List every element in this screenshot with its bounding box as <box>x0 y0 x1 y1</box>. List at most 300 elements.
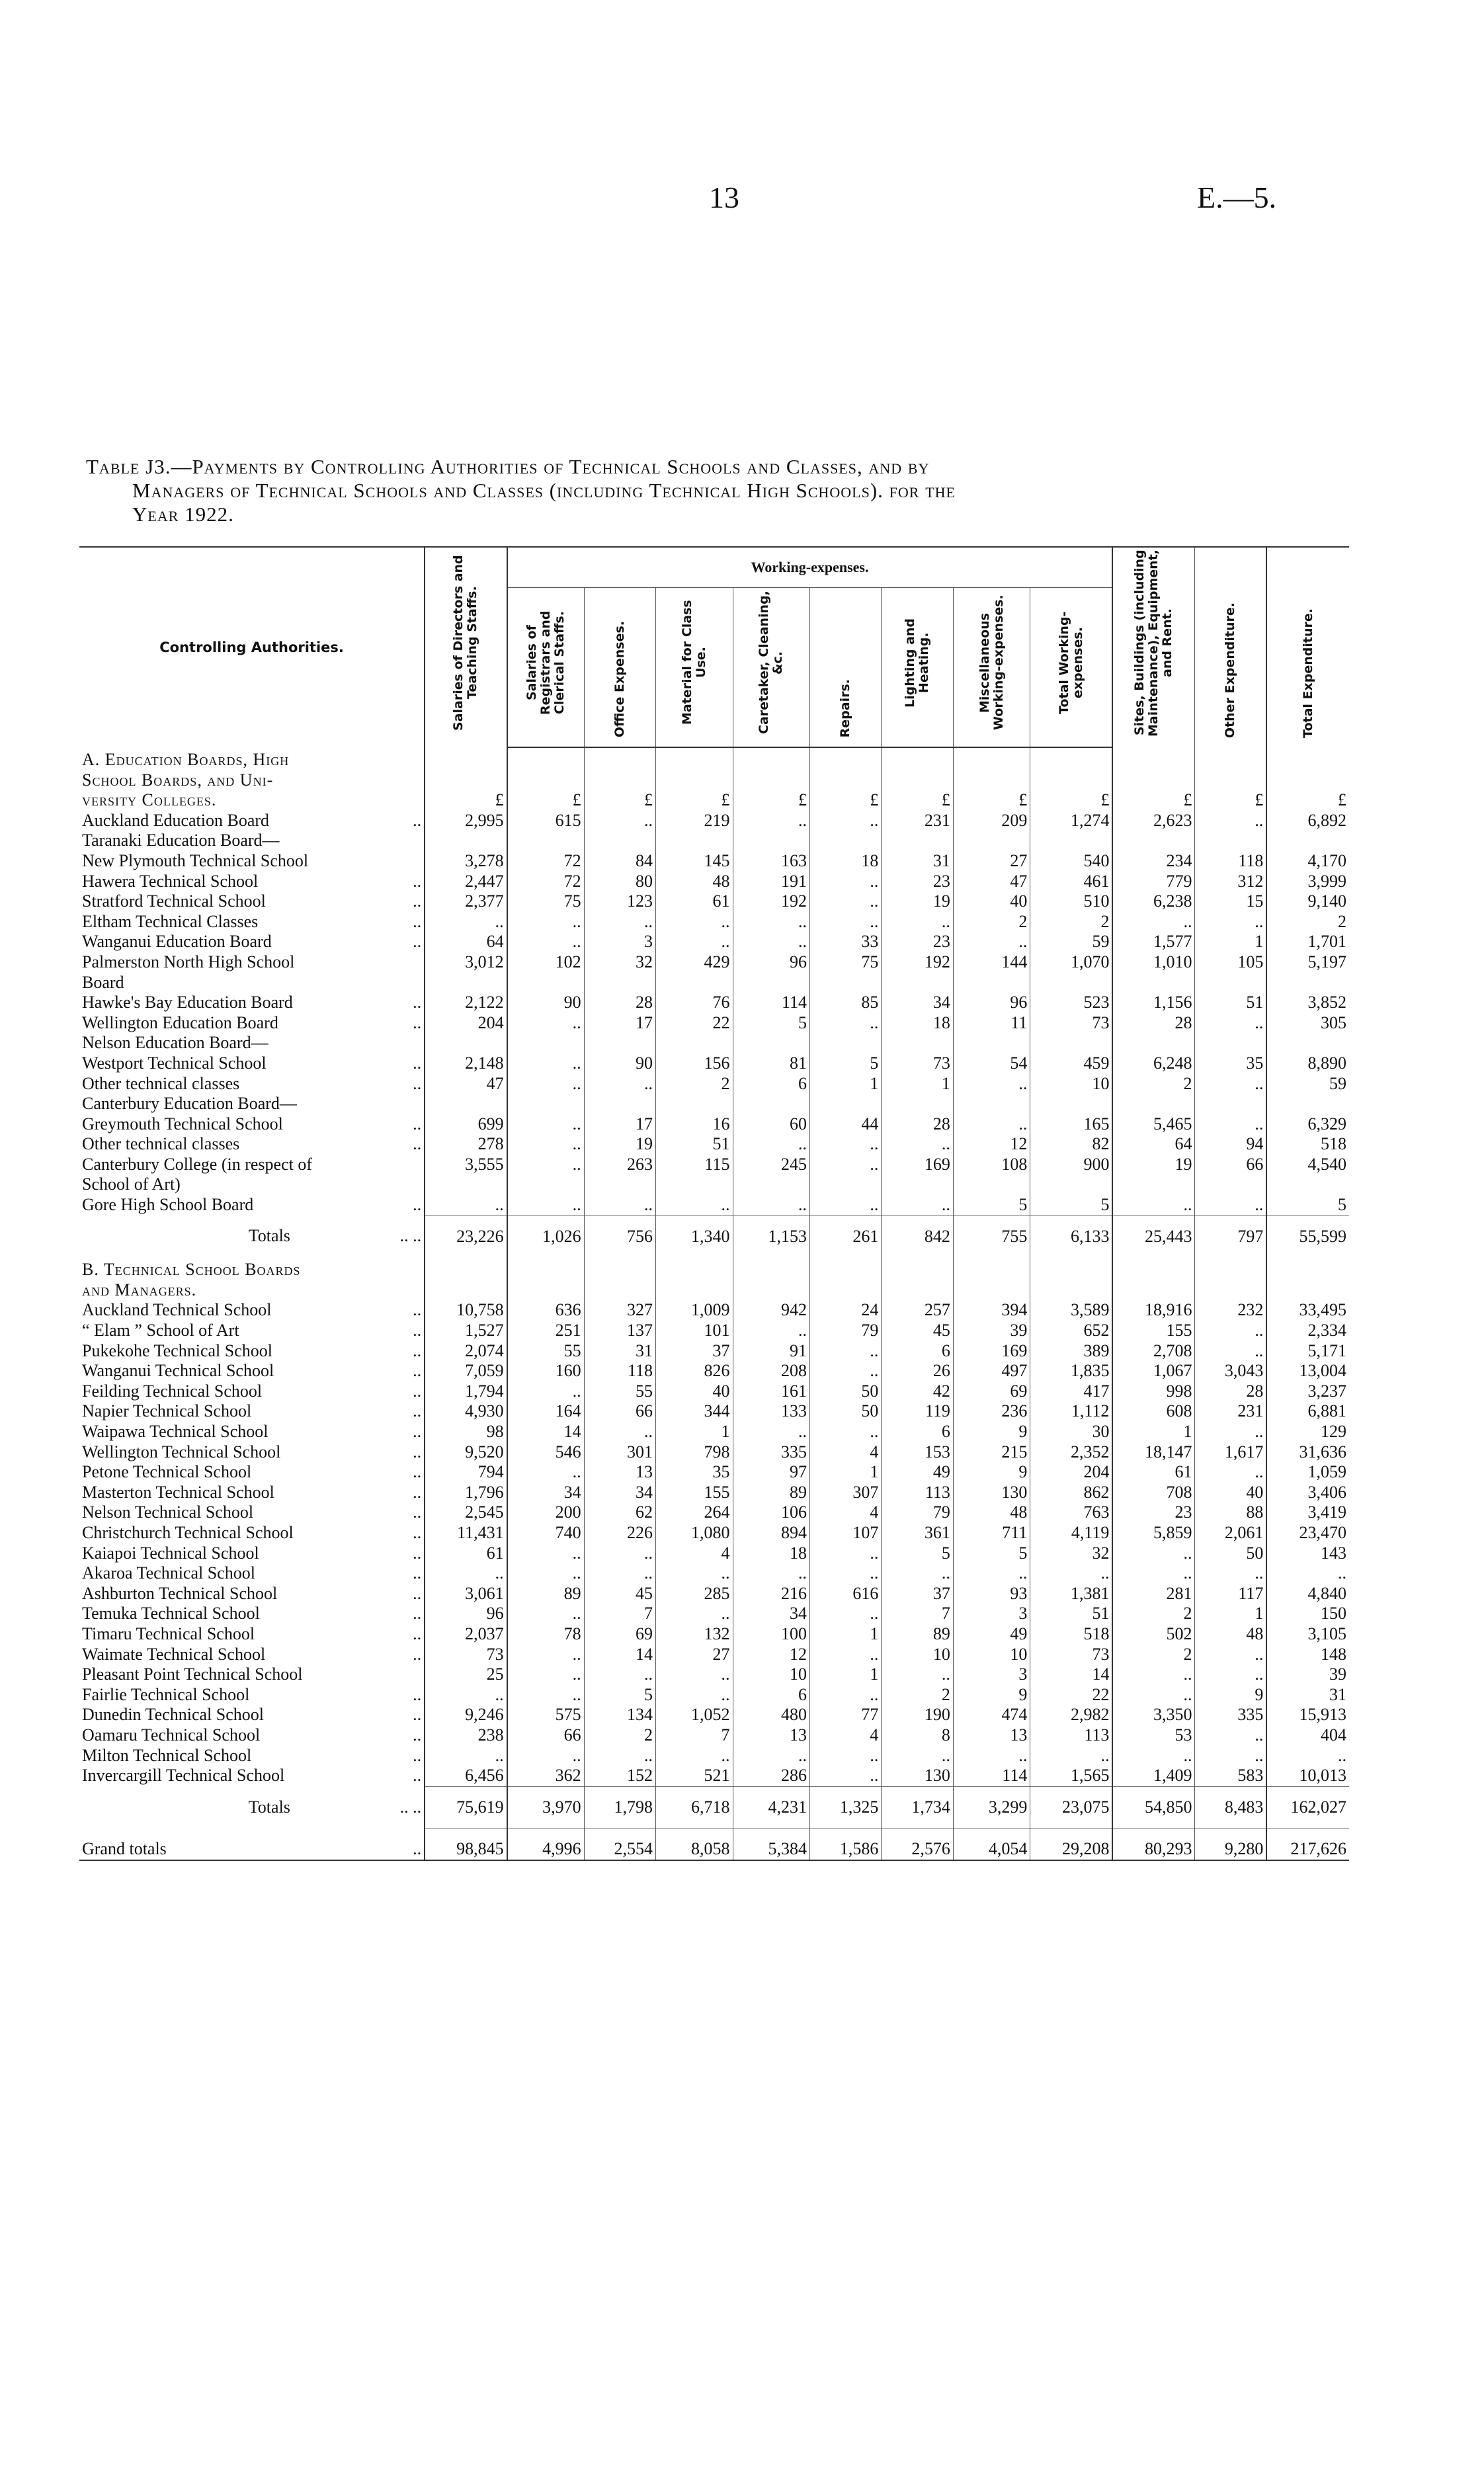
table-title-line2: Managers of Technical Schools and Classes (including Technical High Schools). for the <box>132 479 956 502</box>
table-cell: 5,859 <box>1112 1523 1195 1543</box>
table-row <box>79 1746 1349 1766</box>
table-cell: .. <box>882 1563 953 1584</box>
table-cell: 3,278 <box>425 851 507 872</box>
table-cell: 37 <box>882 1584 953 1604</box>
table-cell: 3,237 <box>1266 1381 1349 1402</box>
leader-dots: .. <box>413 1134 422 1154</box>
table-cell: 1,156 <box>1112 993 1195 1013</box>
working-expenses-group-header: Working-expenses. <box>507 547 1113 588</box>
table-row <box>79 811 1349 831</box>
table-cell: .. <box>584 1074 655 1094</box>
table-cell: .. <box>584 1422 655 1442</box>
row-label <box>79 1483 425 1503</box>
table-cell: 96 <box>425 1604 507 1624</box>
table-cell: £ <box>1112 790 1195 811</box>
table-cell: 497 <box>953 1361 1030 1381</box>
table-cell: 2,554 <box>584 1829 655 1860</box>
row-label <box>79 1013 425 1034</box>
row-label <box>79 1422 425 1442</box>
leader-dots: .. <box>413 891 422 911</box>
table-cell: 1 <box>809 1462 881 1483</box>
table-cell: 37 <box>656 1341 733 1362</box>
table-cell: .. <box>584 1543 655 1564</box>
table-cell: .. <box>809 891 881 912</box>
table-cell: 144 <box>953 952 1030 973</box>
row-label <box>79 1074 425 1094</box>
table-row <box>79 1422 1349 1442</box>
row-label-text: Timaru Technical School <box>82 1624 255 1643</box>
table-cell: 575 <box>507 1705 584 1725</box>
leader-dots: .. <box>413 1543 422 1563</box>
table-cell: 1,026 <box>507 1215 584 1257</box>
table-cell: 169 <box>953 1341 1030 1362</box>
row-label-text: Hawke's Bay Education Board <box>82 993 293 1012</box>
row-label <box>79 1604 425 1624</box>
table-cell: 6 <box>882 1422 953 1442</box>
table-cell: £ <box>953 790 1030 811</box>
table-cell: 27 <box>656 1645 733 1665</box>
table-cell: 263 <box>584 1155 655 1175</box>
table-cell: 3 <box>584 932 655 952</box>
table-cell: 33,495 <box>1266 1300 1349 1321</box>
table-cell: 106 <box>733 1502 809 1523</box>
table-cell <box>1030 831 1113 851</box>
table-cell <box>1112 747 1195 770</box>
table-cell: .. <box>809 1341 881 1362</box>
table-cell: 34 <box>584 1483 655 1503</box>
table-cell: 217,626 <box>1266 1829 1349 1860</box>
table-cell: .. <box>507 1381 584 1402</box>
table-cell: 163 <box>733 851 809 872</box>
table-cell: 89 <box>733 1483 809 1503</box>
table-cell: 3,043 <box>1195 1361 1266 1381</box>
totals-row <box>79 1215 1349 1257</box>
col-header-salaries-teaching: Salaries of Directors and Teaching Staffs. <box>425 547 507 747</box>
table-cell: 362 <box>507 1766 584 1786</box>
table-cell: 5 <box>584 1685 655 1706</box>
table-cell: 204 <box>1030 1462 1113 1483</box>
table-cell: 130 <box>882 1766 953 1786</box>
table-cell <box>1195 973 1266 993</box>
table-cell: 755 <box>953 1215 1030 1257</box>
table-cell: 4,054 <box>953 1829 1030 1860</box>
row-label-text: Wellington Education Board <box>82 1012 278 1032</box>
table-cell: 3,299 <box>953 1786 1030 1829</box>
table-cell: 53 <box>1112 1725 1195 1746</box>
table-cell: 75 <box>809 952 881 973</box>
table-cell: 4 <box>809 1442 881 1463</box>
table-cell <box>733 1174 809 1195</box>
table-cell: 34 <box>733 1604 809 1624</box>
table-cell: 33 <box>809 932 881 952</box>
table-cell: 9,140 <box>1266 891 1349 912</box>
row-label <box>79 851 425 872</box>
row-label <box>79 1195 425 1215</box>
table-cell: 1,153 <box>733 1215 809 1257</box>
table-cell: .. <box>809 1766 881 1786</box>
table-cell: 192 <box>882 952 953 973</box>
table-cell: 26 <box>882 1361 953 1381</box>
table-cell: 1,617 <box>1195 1442 1266 1463</box>
col-header-other-expenditure: Other Expenditure. <box>1195 547 1266 747</box>
table-cell <box>953 1094 1030 1114</box>
table-cell: 307 <box>809 1483 881 1503</box>
table-cell: 251 <box>507 1321 584 1341</box>
table-row <box>79 1604 1349 1624</box>
table-cell: 327 <box>584 1300 655 1321</box>
leader-dots: .. <box>413 1462 422 1482</box>
table-cell: 85 <box>809 993 881 1013</box>
table-cell <box>1266 1280 1349 1301</box>
table-cell: 583 <box>1195 1766 1266 1786</box>
table-cell: 80 <box>584 872 655 892</box>
table-cell: .. <box>1112 1543 1195 1564</box>
table-cell: 636 <box>507 1300 584 1321</box>
table-cell: 64 <box>425 932 507 952</box>
table-cell <box>656 1033 733 1053</box>
table-row <box>79 891 1349 912</box>
table-cell <box>425 1257 507 1280</box>
table-row <box>79 1502 1349 1523</box>
table-cell: 107 <box>809 1523 881 1543</box>
table-cell <box>882 747 953 770</box>
row-label-text: Christchurch Technical School <box>82 1522 294 1542</box>
table-cell: £ <box>882 790 953 811</box>
table-cell: 75,619 <box>425 1786 507 1829</box>
table-cell: .. <box>507 1195 584 1215</box>
row-label <box>79 1645 425 1665</box>
table-cell <box>1266 1174 1349 1195</box>
table-cell: 2 <box>656 1074 733 1094</box>
table-row <box>79 1381 1349 1402</box>
table-cell: 3,061 <box>425 1584 507 1604</box>
table-cell: 4,170 <box>1266 851 1349 872</box>
row-label <box>79 1381 425 1402</box>
leader-dots: .. <box>413 1839 422 1859</box>
leader-dots: .. <box>413 1442 422 1461</box>
table-cell: 25,443 <box>1112 1215 1195 1257</box>
table-row <box>79 1300 1349 1321</box>
table-cell <box>953 1033 1030 1053</box>
table-cell: 19 <box>1112 1155 1195 1175</box>
table-cell: 9,246 <box>425 1705 507 1725</box>
table-cell: .. <box>882 1195 953 1215</box>
table-cell: .. <box>1112 1746 1195 1766</box>
table-cell: 756 <box>584 1215 655 1257</box>
table-cell: .. <box>1266 1563 1349 1584</box>
table-cell <box>425 1094 507 1114</box>
table-cell <box>1195 1280 1266 1301</box>
table-cell: 510 <box>1030 891 1113 912</box>
table-cell <box>882 1094 953 1114</box>
table-cell: .. <box>507 1604 584 1624</box>
table-cell: 118 <box>1195 851 1266 872</box>
table-cell: 69 <box>953 1381 1030 1402</box>
table-cell: .. <box>733 1422 809 1442</box>
row-label <box>79 1094 425 1114</box>
table-cell: 55 <box>507 1341 584 1362</box>
row-label <box>79 1442 425 1463</box>
table-cell: .. <box>1195 1462 1266 1483</box>
table-cell <box>733 973 809 993</box>
table-cell: 81 <box>733 1053 809 1074</box>
table-cell: 98,845 <box>425 1829 507 1860</box>
table-cell: .. <box>507 1746 584 1766</box>
table-cell: 3,406 <box>1266 1483 1349 1503</box>
table-cell: 3,999 <box>1266 872 1349 892</box>
leader-dots: .. <box>413 1482 422 1502</box>
table-cell: 169 <box>882 1155 953 1175</box>
table-cell: .. <box>1195 811 1266 831</box>
table-cell <box>425 973 507 993</box>
table-cell: 22 <box>1030 1685 1113 1706</box>
leader-dots: .. <box>413 993 422 1012</box>
table-cell: 1 <box>809 1624 881 1645</box>
table-cell <box>1112 1174 1195 1195</box>
table-cell: 79 <box>882 1502 953 1523</box>
table-cell: .. <box>809 1134 881 1155</box>
table-cell: 6 <box>882 1341 953 1362</box>
table-cell: 1,835 <box>1030 1361 1113 1381</box>
table-cell: 15 <box>1195 891 1266 912</box>
row-label <box>79 1114 425 1135</box>
table-cell: £ <box>733 790 809 811</box>
table-cell <box>656 1174 733 1195</box>
table-row <box>79 1074 1349 1094</box>
table-cell: .. <box>507 1074 584 1094</box>
table-cell: 10 <box>882 1645 953 1665</box>
table-cell <box>656 1094 733 1114</box>
table-cell: 44 <box>809 1114 881 1135</box>
table-cell: .. <box>507 1134 584 1155</box>
table-cell: 18 <box>733 1543 809 1564</box>
table-cell <box>584 1094 655 1114</box>
table-cell: 1,070 <box>1030 952 1113 973</box>
table-cell: 143 <box>1266 1543 1349 1564</box>
table-cell <box>1195 747 1266 770</box>
table-cell: 54 <box>953 1053 1030 1074</box>
table-cell: 119 <box>882 1401 953 1422</box>
row-label-text: Westport Technical School <box>82 1053 267 1073</box>
row-label <box>79 1786 425 1829</box>
table-cell: 257 <box>882 1300 953 1321</box>
table-cell <box>1195 1094 1266 1114</box>
table-cell: £ <box>809 790 881 811</box>
table-cell: .. <box>809 1195 881 1215</box>
table-cell <box>425 1033 507 1053</box>
table-cell: 5 <box>953 1195 1030 1215</box>
row-label-text: and Managers. <box>82 1280 197 1299</box>
table-cell: .. <box>507 1462 584 1483</box>
table-cell: 3,589 <box>1030 1300 1113 1321</box>
row-label <box>79 1033 425 1053</box>
table-cell: 24 <box>809 1300 881 1321</box>
table-cell: .. <box>882 1746 953 1766</box>
row-label-text: Palmerston North High School <box>82 952 295 971</box>
row-label <box>79 973 425 993</box>
table-row <box>79 1033 1349 1053</box>
table-cell: 2 <box>1266 912 1349 932</box>
table-cell: .. <box>656 1685 733 1706</box>
table-cell: 6 <box>733 1074 809 1094</box>
table-cell <box>1266 831 1349 851</box>
table-cell: 49 <box>953 1624 1030 1645</box>
table-cell: 69 <box>584 1624 655 1645</box>
table-cell: .. <box>809 1422 881 1442</box>
row-label-text: Board <box>82 972 124 992</box>
leader-dots: .. <box>413 1300 422 1320</box>
table-cell <box>809 1257 881 1280</box>
table-cell: 1,274 <box>1030 811 1113 831</box>
row-label <box>79 1341 425 1362</box>
table-row <box>79 932 1349 952</box>
table-cell: 13,004 <box>1266 1361 1349 1381</box>
table-cell: 6,718 <box>656 1786 733 1829</box>
table-cell: .. <box>1266 1746 1349 1766</box>
table-cell: 2 <box>1112 1074 1195 1094</box>
table-cell: 55,599 <box>1266 1215 1349 1257</box>
row-label <box>79 1361 425 1381</box>
table-cell: 10 <box>1030 1074 1113 1094</box>
table-cell <box>1266 1033 1349 1053</box>
table-cell: 48 <box>953 1502 1030 1523</box>
table-cell: 164 <box>507 1401 584 1422</box>
table-cell: .. <box>733 1746 809 1766</box>
table-cell: 14 <box>584 1645 655 1665</box>
table-row <box>79 1462 1349 1483</box>
table-cell: 28 <box>584 993 655 1013</box>
table-cell: .. <box>953 1114 1030 1135</box>
table-cell: .. <box>1112 912 1195 932</box>
row-label-text: Taranaki Education Board— <box>82 831 280 850</box>
table-cell: 3,852 <box>1266 993 1349 1013</box>
table-cell <box>733 747 809 770</box>
col-header-total-expenditure: Total Expenditure. <box>1266 547 1349 747</box>
grand-totals-row <box>79 1829 1349 1860</box>
page-number: 13 <box>709 181 739 214</box>
table-cell: 1,794 <box>425 1381 507 1402</box>
table-cell: 25 <box>425 1665 507 1685</box>
table-cell: 1 <box>882 1074 953 1094</box>
table-cell <box>733 1257 809 1280</box>
table-cell: 50 <box>1195 1543 1266 1564</box>
table-cell: 153 <box>882 1442 953 1463</box>
table-cell: 48 <box>656 872 733 892</box>
table-cell: .. <box>1195 1321 1266 1341</box>
table-cell: 1,080 <box>656 1523 733 1543</box>
row-label <box>79 1665 425 1685</box>
table-cell: 1,527 <box>425 1321 507 1341</box>
table-cell: .. <box>733 1321 809 1341</box>
row-label <box>79 1685 425 1706</box>
table-cell <box>584 770 655 791</box>
col-header-repairs: Repairs. <box>809 588 881 748</box>
table-cell: 18 <box>882 1013 953 1034</box>
row-label <box>79 1563 425 1584</box>
table-cell: .. <box>1195 1563 1266 1584</box>
table-cell: 132 <box>656 1624 733 1645</box>
table-cell: 31 <box>584 1341 655 1362</box>
table-cell: 1 <box>1112 1422 1195 1442</box>
table-cell: £ <box>425 790 507 811</box>
table-cell: 1,112 <box>1030 1401 1113 1422</box>
row-label <box>79 1174 425 1195</box>
table-cell <box>882 1174 953 1195</box>
table-cell: 23,075 <box>1030 1786 1113 1829</box>
table-cell: £ <box>507 790 584 811</box>
table-cell: 389 <box>1030 1341 1113 1362</box>
table-cell: 130 <box>953 1483 1030 1503</box>
table-cell: 1,059 <box>1266 1462 1349 1483</box>
table-cell: .. <box>809 1155 881 1175</box>
table-cell: 1,565 <box>1030 1766 1113 1786</box>
table-cell <box>1112 973 1195 993</box>
document-reference: E.—5. <box>1197 181 1277 214</box>
table-cell: 9 <box>953 1462 1030 1483</box>
table-cell <box>584 1174 655 1195</box>
table-cell: 50 <box>809 1401 881 1422</box>
row-label-text: Petone Technical School <box>82 1462 252 1482</box>
section-a-heading <box>79 770 1349 791</box>
table-cell: 134 <box>584 1705 655 1725</box>
table-cell: .. <box>425 1746 507 1766</box>
table-cell <box>1030 1033 1113 1053</box>
table-cell <box>1112 1033 1195 1053</box>
table-cell: 28 <box>1112 1013 1195 1034</box>
table-cell: 89 <box>882 1624 953 1645</box>
table-cell: 10 <box>953 1645 1030 1665</box>
table-cell: .. <box>882 1665 953 1685</box>
table-cell: 523 <box>1030 993 1113 1013</box>
table-cell: 105 <box>1195 952 1266 973</box>
table-cell <box>953 831 1030 851</box>
row-label <box>79 1502 425 1523</box>
table-cell: .. <box>656 932 733 952</box>
table-cell <box>882 1257 953 1280</box>
table-row <box>79 1483 1349 1503</box>
table-cell <box>882 1033 953 1053</box>
table-cell: .. <box>656 1563 733 1584</box>
table-cell: 79 <box>809 1321 881 1341</box>
table-cell <box>1030 1094 1113 1114</box>
table-cell: 40 <box>953 891 1030 912</box>
table-cell <box>507 1174 584 1195</box>
table-cell: .. <box>425 1563 507 1584</box>
row-label-text: Kaiapoi Technical School <box>82 1543 259 1563</box>
table-cell: 2 <box>1112 1604 1195 1624</box>
table-cell <box>425 770 507 791</box>
table-cell: 2,545 <box>425 1502 507 1523</box>
row-label <box>79 952 425 973</box>
table-cell: 2,576 <box>882 1829 953 1860</box>
controlling-authorities-header: Controlling Authorities. <box>159 639 344 655</box>
leader-dots: .. <box>413 1604 422 1624</box>
table-cell: 404 <box>1266 1725 1349 1746</box>
table-cell: 148 <box>1266 1645 1349 1665</box>
table-cell <box>1266 747 1349 770</box>
table-cell <box>1195 1257 1266 1280</box>
table-cell: 4,996 <box>507 1829 584 1860</box>
table-cell: 942 <box>733 1300 809 1321</box>
row-label-text: Oamaru Technical School <box>82 1725 261 1745</box>
table-cell: 1,586 <box>809 1829 881 1860</box>
table-cell: .. <box>809 912 881 932</box>
table-cell: 2,377 <box>425 891 507 912</box>
table-cell: 7 <box>656 1725 733 1746</box>
table-cell: 209 <box>953 811 1030 831</box>
table-cell: 61 <box>656 891 733 912</box>
table-cell: 232 <box>1195 1300 1266 1321</box>
